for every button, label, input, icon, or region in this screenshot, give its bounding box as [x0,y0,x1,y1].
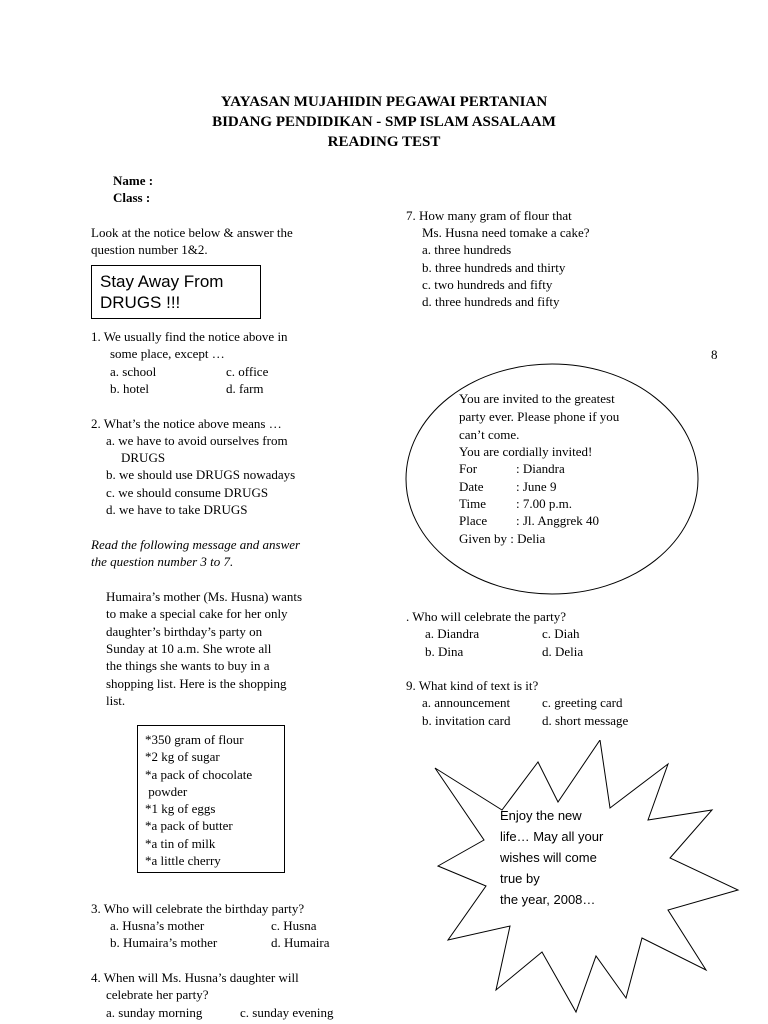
shopping-item: *1 kg of eggs [145,801,216,816]
invitation-place-label: Place [459,513,488,528]
q9-option-d: d. short message [542,713,629,728]
notice-line-1: Stay Away From [100,272,224,291]
shopping-item: *a pack of chocolate [145,767,253,782]
q1-option-c: c. office [226,364,269,379]
shopping-item: *350 gram of flour [145,732,244,747]
q3-option-a: a. Husna’s mother [110,918,205,933]
invitation-time-value: : 7.00 p.m. [516,496,572,511]
question-number-8: 8 [711,347,718,362]
greeting-line: wishes will come [500,850,597,865]
q1-option-d: d. farm [226,381,264,396]
q8-text: . Who will celebrate the party? [406,609,567,624]
greeting-line: the year, 2008… [500,892,596,907]
instruction-line-1: Read the following message and answer [91,537,301,552]
q2-option-a-cont: DRUGS [121,450,166,465]
shopping-item: *2 kg of sugar [145,749,220,764]
q7-option-d: d. three hundreds and fifty [422,294,560,309]
q9-text: 9. What kind of text is it? [406,678,539,693]
greeting-line: Enjoy the new [500,808,582,823]
instruction-line-2: the question number 3 to 7. [91,554,234,569]
test-title: READING TEST [327,134,441,150]
invitation-date-label: Date [459,479,484,494]
q3-option-c: c. Husna [271,918,317,933]
q8-option-c: c. Diah [542,626,580,641]
q2-option-d: d. we have to take DRUGS [106,502,248,517]
q2-option-b: b. we should use DRUGS nowadays [106,467,296,482]
q2-text: 2. What’s the notice above means … [91,416,282,431]
greeting-line: true by [500,871,540,886]
q7-text-2: Ms. Husna need tomake a cake? [422,225,590,240]
q4-text-1: 4. When will Ms. Husna’s daughter will [91,970,299,985]
q2-option-c: c. we should consume DRUGS [106,485,269,500]
shopping-item: *a little cherry [145,853,221,868]
message-line: the things she wants to buy in a [106,658,270,673]
q8-option-b: b. Dina [425,644,464,659]
q8-option-a: a. Diandra [425,626,480,641]
message-line: list. [106,693,126,708]
invitation-for-label: For [459,461,478,476]
invitation-line: party ever. Please phone if you [459,409,620,424]
q1-option-b: b. hotel [110,381,149,396]
invitation-line: You are cordially invited! [459,444,593,459]
q3-text: 3. Who will celebrate the birthday party? [91,901,305,916]
notice-line-2: DRUGS !!! [100,293,181,312]
shopping-item: *a pack of butter [145,818,233,833]
q8-option-d: d. Delia [542,644,584,659]
q4-option-c: c. sunday evening [240,1005,334,1020]
q3-option-b: b. Humaira’s mother [110,935,218,950]
invitation-line: can’t come. [459,427,520,442]
q7-option-a: a. three hundreds [422,242,512,257]
message-line: Sunday at 10 a.m. She wrote all [106,641,272,656]
intro-line-1: Look at the notice below & answer the [91,225,293,240]
q2-option-a: a. we have to avoid ourselves from [106,433,288,448]
q9-option-a: a. announcement [422,695,511,710]
q7-option-c: c. two hundreds and fifty [422,277,553,292]
q7-text-1: 7. How many gram of flour that [406,208,572,223]
q1-option-a: a. school [110,364,157,379]
greeting-starburst [430,740,740,1020]
name-label: Name : [113,173,154,188]
invitation-for-value: : Diandra [516,461,565,476]
q7-option-b: b. three hundreds and thirty [422,260,566,275]
drugs-notice-box [91,265,261,319]
q9-option-c: c. greeting card [542,695,623,710]
greeting-line: life… May all your [500,829,604,844]
shopping-item: *a tin of milk [145,836,216,851]
q9-option-b: b. invitation card [422,713,511,728]
q4-text-2: celebrate her party? [106,987,209,1002]
invitation-line: You are invited to the greatest [459,391,615,406]
school-name-title: BIDANG PENDIDIKAN - SMP ISLAM ASSALAAM [212,114,556,130]
class-label: Class : [113,190,151,205]
message-line: to make a special cake for her only [106,606,288,621]
invitation-place-value: : Jl. Anggrek 40 [516,513,600,528]
intro-line-2: question number 1&2. [91,242,208,257]
message-line: shopping list. Here is the shopping [106,676,287,691]
q1-text-1: 1. We usually find the notice above in [91,329,288,344]
invitation-time-label: Time [459,496,486,511]
shopping-item: powder [145,784,188,799]
q3-option-d: d. Humaira [271,935,330,950]
invitation-given-by: Given by : Delia [459,531,546,546]
school-foundation-title: YAYASAN MUJAHIDIN PEGAWAI PERTANIAN [220,94,548,110]
q1-text-2: some place, except … [110,346,225,361]
message-line: daughter’s birthday’s party on [106,624,263,639]
message-line: Humaira’s mother (Ms. Husna) wants [106,589,303,604]
q4-option-a: a. sunday morning [106,1005,203,1020]
invitation-date-value: : June 9 [516,479,557,494]
shopping-list-box [137,725,285,873]
